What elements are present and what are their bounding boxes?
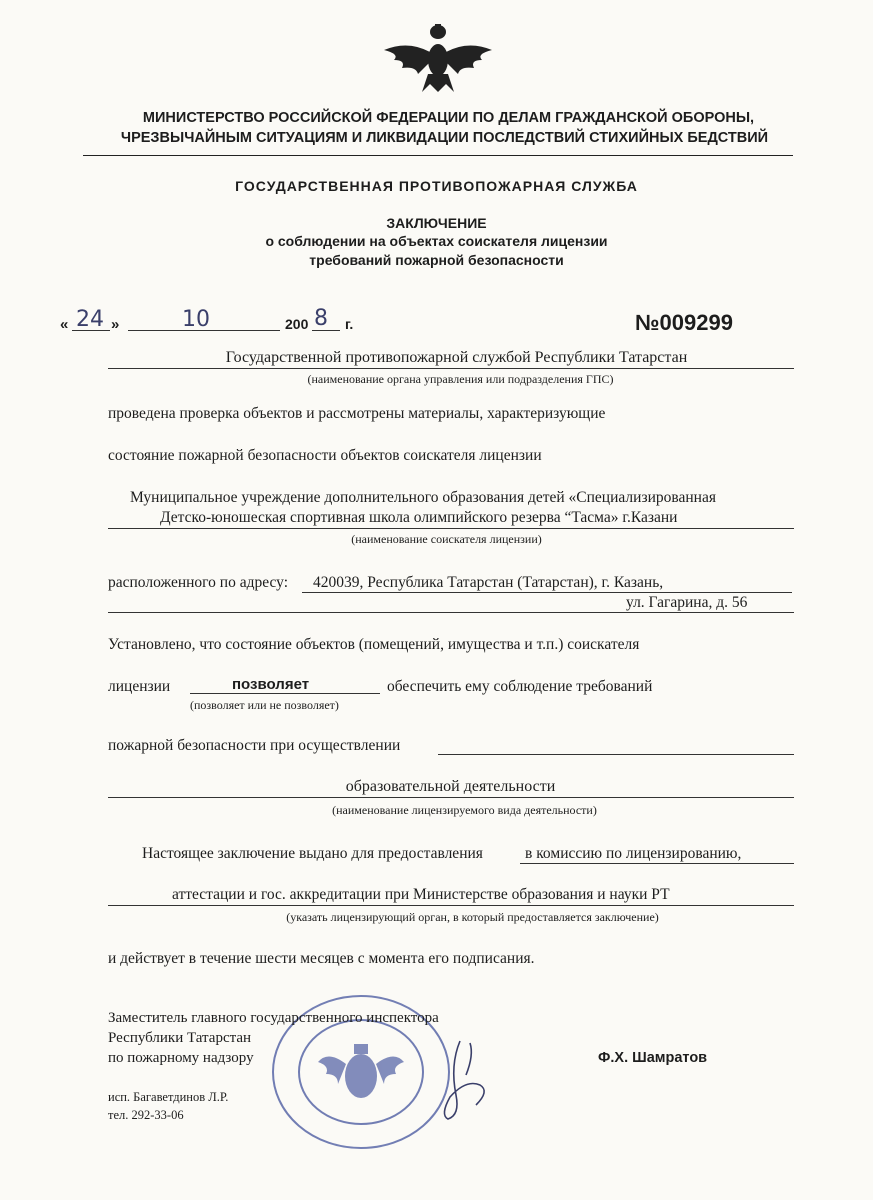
activity-caption: (наименование лицензируемого вида деятельности) (332, 803, 597, 817)
date-open-quote: « (60, 316, 69, 333)
date-year-line (312, 330, 340, 331)
date-month-line (128, 330, 280, 331)
license-word: лицензии (108, 678, 171, 695)
fire-safety-text: пожарной безопасности при осуществлении (108, 737, 401, 754)
signer-title-line-3: по пожарному надзору (108, 1050, 254, 1066)
signer-title-line-2: Республики Татарстан (108, 1030, 252, 1046)
service-name: ГОСУДАРСТВЕННАЯ ПРОТИВОПОЖАРНАЯ СЛУЖБА (235, 178, 638, 194)
address-label: расположенного по адресу: (108, 574, 288, 591)
issued-underline-2 (108, 905, 794, 906)
activity-line (108, 797, 794, 798)
executor-phone: тел. 292-33-06 (108, 1108, 184, 1122)
body-line-2: состояние пожарной безопасности объектов соискателя лицензии (108, 447, 542, 464)
date-year-suffix: г. (345, 316, 354, 332)
ministry-line-1: МИНИСТЕРСТВО РОССИЙСКОЙ ФЕДЕРАЦИИ ПО ДЕЛАМ ГРАЖДАНСКОЙ ОБОРОНЫ, (142, 110, 755, 126)
date-year-prefix: 200 (285, 316, 309, 332)
date-year-digit: 8 (314, 306, 328, 331)
allows-tail: обеспечить ему соблюдение требований (387, 678, 653, 695)
applicant-caption: (наименование соискателя лицензии) (351, 532, 542, 546)
fire-safety-line (438, 754, 794, 755)
header-divider (83, 155, 793, 156)
applicant-line (108, 528, 794, 529)
date-day: 24 (76, 307, 104, 332)
address-line-2: ул. Гагарина, д. 56 (626, 594, 748, 611)
subtitle-line-1: о соблюдении на объектах соискателя лицензии (265, 233, 608, 249)
address-underline-2 (108, 612, 794, 613)
validity-text: и действует в течение шести месяцев с момента его подписания. (108, 950, 535, 967)
authority-caption: (наименование органа управления или подразделения ГПС) (307, 372, 614, 386)
allows-line (190, 693, 380, 694)
authority-line (108, 368, 794, 369)
date-month: 10 (182, 307, 210, 332)
subtitle-line-2: требований пожарной безопасности (309, 252, 564, 268)
issued-caption: (указать лицензирующий орган, в который предоставляется заключение) (286, 910, 659, 924)
issued-prefix: Настоящее заключение выдано для предоставления (142, 845, 483, 862)
emblem-icon (378, 22, 498, 94)
applicant-line-1: Муниципальное учреждение дополнительного образования детей «Специализированная (130, 489, 716, 506)
body-line-1: проведена проверка объектов и рассмотрены материалы, характеризующие (108, 405, 606, 422)
established-text: Установлено, что состояние объектов (помещений, имущества и т.п.) соискателя (108, 636, 640, 653)
applicant-line-2: Детско-юношеская спортивная школа олимпийского резерва “Тасма» г.Казани (160, 509, 678, 526)
issued-to-line-1: в комиссию по лицензированию, (525, 845, 742, 862)
address-underline-1 (302, 592, 792, 593)
issued-to-line-2: аттестации и гос. аккредитации при Министерстве образования и науки РТ (172, 886, 670, 903)
allows-caption: (позволяет или не позволяет) (190, 698, 339, 712)
activity-name: образовательной деятельности (345, 778, 556, 795)
issued-underline-1 (520, 863, 794, 864)
ministry-line-2: ЧРЕЗВЫЧАЙНЫМ СИТУАЦИЯМ И ЛИКВИДАЦИИ ПОСЛЕДСТВИЙ СТИХИЙНЫХ БЕДСТВИЙ (120, 130, 769, 146)
signer-title-line-1: Заместитель главного государственного инспектора (108, 1010, 439, 1026)
address-line-1: 420039, Республика Татарстан (Татарстан), г. Казань, (313, 574, 664, 591)
document-number: №009299 (635, 310, 733, 335)
signer-name: Ф.Х. Шамратов (598, 1050, 708, 1066)
date-close-quote: » (111, 316, 120, 333)
executor-name: исп. Багаветдинов Л.Р. (108, 1090, 229, 1104)
allows-value: позволяет (232, 676, 310, 693)
authority-name: Государственной противопожарной службой Республики Татарстан (225, 349, 688, 366)
document-title: ЗАКЛЮЧЕНИЕ (386, 215, 487, 231)
date-day-line (72, 330, 110, 331)
